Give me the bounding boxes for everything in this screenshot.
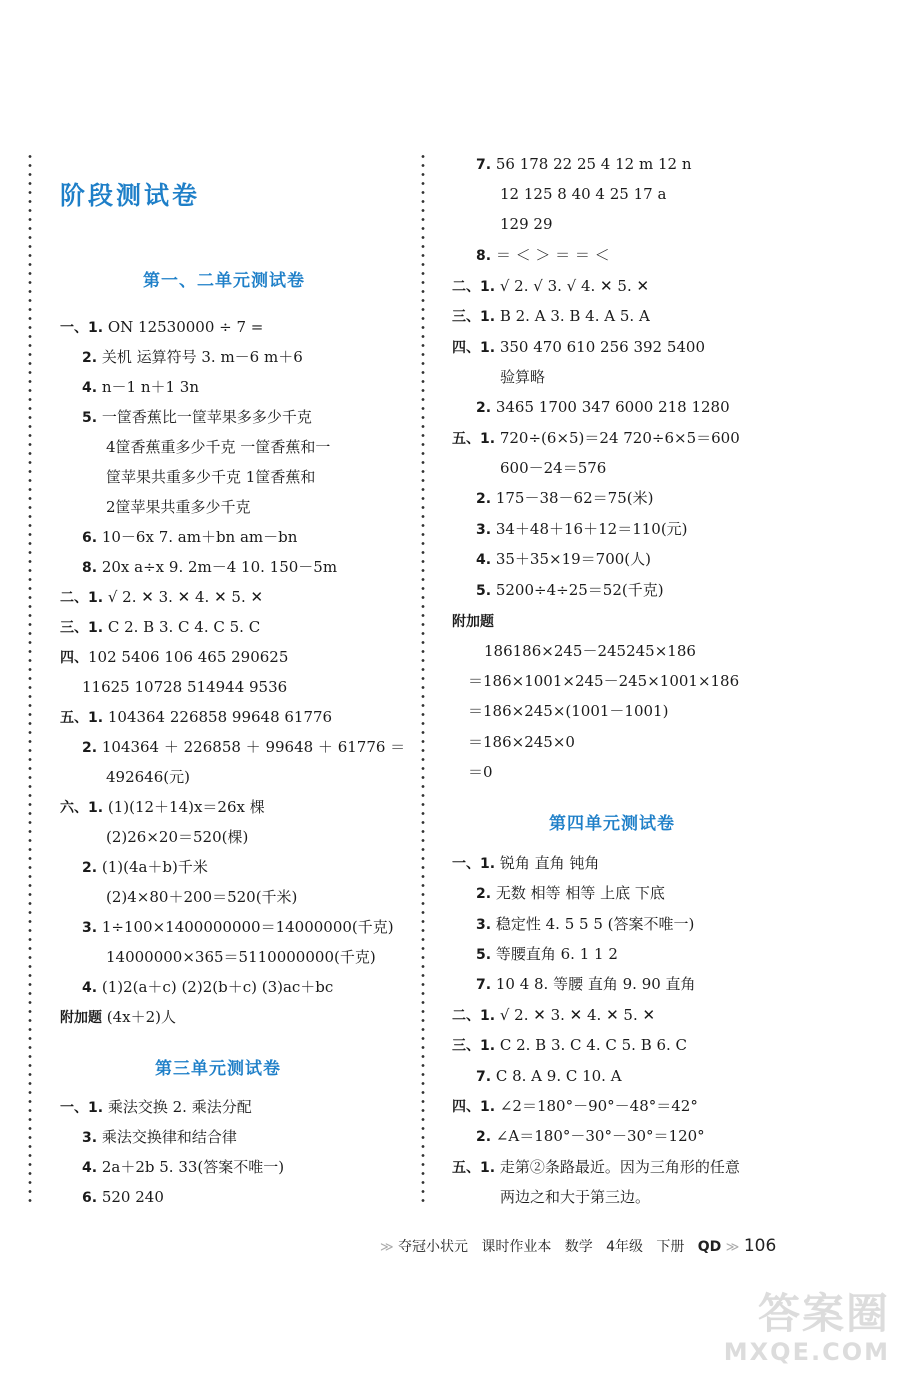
- answer-line: [60, 707, 332, 728]
- answer-text: 乘法交换 2. 乘法分配: [107, 1098, 252, 1116]
- answer-text: C 2. B 3. C 4. C 5. C: [107, 618, 261, 636]
- answer-text: ＝186×245×0: [468, 733, 575, 751]
- answer-line: [82, 917, 394, 938]
- question-label: 5.: [82, 410, 98, 426]
- question-label: 4.: [82, 1160, 98, 1176]
- answer-line: [476, 488, 653, 509]
- answer-line: [82, 407, 312, 428]
- question-label: 二、1.: [452, 1008, 496, 1024]
- page-title: 阶段测试卷: [60, 181, 201, 210]
- answer-line: [452, 276, 649, 297]
- answer-line: [82, 1187, 164, 1208]
- section-title-unit-3: 第三单元测试卷: [155, 1059, 281, 1079]
- question-label: 三、1.: [60, 620, 104, 636]
- question-label: 8.: [82, 560, 98, 576]
- question-label: 六、1.: [60, 800, 104, 816]
- answer-text: 4筐香蕉重多少千克 一筐香蕉和一: [106, 438, 331, 456]
- answer-text: 492646(元): [106, 768, 190, 786]
- answer-line: [60, 647, 288, 668]
- answer-text: 102 5406 106 465 290625: [88, 648, 289, 666]
- question-label: 附加题: [452, 614, 494, 630]
- answer-line: [106, 467, 315, 487]
- question-label: 5.: [476, 947, 492, 963]
- answer-line: [500, 1187, 650, 1207]
- question-label: 2.: [476, 400, 492, 416]
- answer-line: [500, 367, 545, 387]
- answer-line: [60, 317, 263, 338]
- arrow-icon: ≫: [725, 1240, 740, 1255]
- answer-text: 20x a÷x 9. 2m－4 10. 150－5m: [101, 558, 338, 576]
- question-label: 4.: [476, 552, 492, 568]
- question-label: 四、1.: [452, 1099, 496, 1115]
- answer-line: [106, 947, 376, 967]
- answer-line: [106, 767, 190, 787]
- answer-line: [452, 1096, 698, 1117]
- answer-text: (2)26×20＝520(棵): [106, 828, 249, 846]
- answer-line: [60, 1097, 252, 1118]
- question-label: 3.: [82, 920, 98, 936]
- answer-line: [476, 245, 610, 266]
- section-title-unit-4: 第四单元测试卷: [549, 814, 675, 834]
- answer-text: (1)(4a＋b)千米: [101, 858, 208, 876]
- answer-text: 56 178 22 25 4 12 m 12 n: [495, 155, 692, 173]
- answer-text: 12 125 8 40 4 25 17 a: [500, 185, 667, 203]
- footer-grade: 4年级: [606, 1239, 644, 1255]
- answer-line: [476, 549, 651, 570]
- answer-line: [82, 977, 333, 998]
- answer-text: 验算略: [500, 368, 546, 386]
- question-label: 二、1.: [452, 279, 496, 295]
- answer-line: [82, 1127, 237, 1148]
- answer-text: (4x＋2)人: [106, 1008, 177, 1026]
- answer-line: [106, 497, 251, 517]
- question-label: 2.: [476, 1129, 492, 1145]
- answer-line: [106, 437, 330, 457]
- answer-line: [476, 580, 664, 601]
- answer-text: 2筐苹果共重多少千克: [106, 498, 251, 516]
- question-label: 7.: [476, 157, 492, 173]
- answer-text: ＝0: [468, 763, 493, 781]
- question-label: 三、1.: [452, 309, 496, 325]
- watermark-url: MXQE.COM: [723, 1338, 890, 1366]
- answer-line: [476, 944, 618, 965]
- answer-line: [82, 527, 297, 548]
- answer-line: [476, 1066, 622, 1087]
- answer-line: [452, 1005, 655, 1026]
- answer-text: 10－6x 7. am＋bn am－bn: [101, 528, 298, 546]
- answer-line: [82, 557, 337, 578]
- question-label: 7.: [476, 977, 492, 993]
- answer-line: [476, 154, 691, 175]
- question-label: 三、1.: [452, 1038, 496, 1054]
- question-label: 四、: [60, 650, 88, 666]
- answer-line: [60, 797, 265, 818]
- answer-text: √ 2. ✕ 3. ✕ 4. ✕ 5. ✕: [107, 588, 264, 606]
- question-label: 二、1.: [60, 590, 104, 606]
- answer-line: [452, 1157, 740, 1178]
- answer-line: [106, 887, 297, 907]
- footer-brand: 夺冠小状元: [398, 1239, 469, 1255]
- answer-text: 一筐香蕉比一筐苹果多多少千克: [101, 408, 312, 426]
- answer-text: ∠A＝180°－30°－30°＝120°: [495, 1127, 705, 1145]
- answer-line: [106, 827, 248, 847]
- answer-text: 无数 相等 相等 上底 下底: [495, 884, 665, 902]
- question-label: 2.: [82, 350, 98, 366]
- answer-text: √ 2. √ 3. √ 4. ✕ 5. ✕: [499, 277, 650, 295]
- section-title-unit-1-2: 第一、二单元测试卷: [143, 271, 305, 291]
- question-label: 8.: [476, 248, 492, 264]
- question-label: 一、1.: [60, 320, 104, 336]
- answer-text: 两边之和大于第三边。: [500, 1188, 651, 1206]
- answer-text: 520 240: [101, 1188, 164, 1206]
- question-label: 3.: [82, 1130, 98, 1146]
- answer-text: (1)(12＋14)x＝26x 棵: [107, 798, 265, 816]
- answer-text: 2a＋2b 5. 33(答案不唯一): [101, 1158, 285, 1176]
- answer-line: [452, 306, 650, 327]
- answer-text: 186186×245－245245×186: [484, 642, 696, 660]
- watermark-logo: 答案圈: [757, 1289, 890, 1338]
- answer-line: [500, 214, 553, 234]
- answer-text: 等腰直角 6. 1 1 2: [495, 945, 618, 963]
- question-label: 7.: [476, 1069, 492, 1085]
- answer-text: 11625 10728 514944 9536: [82, 678, 288, 696]
- question-label: 四、1.: [452, 340, 496, 356]
- answer-text: 1÷100×1400000000＝14000000(千克): [101, 918, 394, 936]
- left-dotted-rule: [28, 152, 32, 1202]
- question-label: 2.: [476, 886, 492, 902]
- answer-text: 稳定性 4. 5 5 5 (答案不唯一): [495, 915, 695, 933]
- answer-text: 3465 1700 347 6000 218 1280: [495, 398, 730, 416]
- answer-line: [452, 611, 494, 632]
- answer-text: 104364 ＋ 226858 ＋ 99648 ＋ 61776 ＝: [101, 738, 406, 756]
- answer-line: [82, 347, 303, 368]
- answer-line: [468, 701, 668, 721]
- answer-text: 350 470 610 256 392 5400: [499, 338, 706, 356]
- answer-text: C 2. B 3. C 4. C 5. B 6. C: [499, 1036, 688, 1054]
- middle-dotted-rule: [421, 152, 425, 1202]
- answer-text: 筐苹果共重多少千克 1筐香蕉和: [106, 468, 316, 486]
- answer-text: √ 2. ✕ 3. ✕ 4. ✕ 5. ✕: [499, 1006, 656, 1024]
- question-label: 五、1.: [452, 431, 496, 447]
- answer-text: C 8. A 9. C 10. A: [495, 1067, 622, 1085]
- answer-line: [476, 397, 730, 418]
- answer-line: [484, 641, 696, 661]
- answer-line: [500, 184, 666, 204]
- answer-line: [476, 883, 665, 904]
- question-label: 4.: [82, 380, 98, 396]
- answer-line: [60, 1007, 176, 1028]
- footer-subject: 数学: [564, 1239, 593, 1255]
- answer-text: ＝186×1001×245－245×1001×186: [468, 672, 740, 690]
- answer-text: 关机 运算符号 3. m－6 m＋6: [101, 348, 303, 366]
- question-label: 6.: [82, 530, 98, 546]
- answer-text: 129 29: [500, 215, 553, 233]
- answer-text: B 2. A 3. B 4. A 5. A: [499, 307, 650, 325]
- answer-text: ＝ ＜ ＞ ＝ ＝ ＜: [495, 246, 610, 264]
- question-label: 2.: [476, 491, 492, 507]
- answer-line: [476, 974, 696, 995]
- answer-line: [500, 458, 606, 478]
- answer-line: [60, 617, 260, 638]
- footer-edition: QD: [697, 1239, 722, 1255]
- answer-text: 10 4 8. 等腰 直角 9. 90 直角: [495, 975, 696, 993]
- answer-text: 600－24＝576: [500, 459, 607, 477]
- question-label: 3.: [476, 522, 492, 538]
- answer-line: [476, 914, 694, 935]
- arrow-icon: ≫: [380, 1240, 394, 1255]
- answer-text: (1)2(a＋c) (2)2(b＋c) (3)ac＋bc: [101, 978, 334, 996]
- footer-volume: 下册: [656, 1239, 685, 1255]
- answer-text: 104364 226858 99648 61776: [107, 708, 333, 726]
- answer-line: [60, 587, 263, 608]
- question-label: 一、1.: [452, 856, 496, 872]
- answer-line: [468, 732, 575, 752]
- answer-text: 35＋35×19＝700(人): [495, 550, 652, 568]
- answer-text: 34＋48＋16＋12＝110(元): [495, 520, 688, 538]
- footer-book: 课时作业本: [481, 1239, 552, 1255]
- answer-line: [82, 857, 208, 878]
- question-label: 6.: [82, 1190, 98, 1206]
- answer-text: ON 12530000 ÷ 7 =: [107, 318, 264, 336]
- answer-text: 175－38－62＝75(米): [495, 489, 654, 507]
- answer-text: ∠2＝180°－90°－48°＝42°: [499, 1097, 698, 1115]
- answer-line: [452, 1035, 687, 1056]
- answer-text: 14000000×365＝5110000000(千克): [106, 948, 376, 966]
- question-label: 5.: [476, 583, 492, 599]
- question-label: 3.: [476, 917, 492, 933]
- answer-text: ＝186×245×(1001－1001): [468, 702, 669, 720]
- question-label: 2.: [82, 740, 98, 756]
- answer-line: [452, 853, 599, 874]
- answer-text: (2)4×80＋200＝520(千米): [106, 888, 298, 906]
- question-label: 4.: [82, 980, 98, 996]
- question-label: 2.: [82, 860, 98, 876]
- answer-line: [468, 762, 493, 782]
- answer-line: [476, 1126, 705, 1147]
- answer-line: [82, 1157, 284, 1178]
- question-label: 一、1.: [60, 1100, 104, 1116]
- answer-line: [476, 519, 688, 540]
- answer-text: n－1 n＋1 3n: [101, 378, 199, 396]
- answer-line: [468, 671, 739, 691]
- question-label: 五、1.: [60, 710, 104, 726]
- question-label: 五、1.: [452, 1160, 496, 1176]
- answer-text: 5200÷4÷25＝52(千克): [495, 581, 664, 599]
- answer-text: 乘法交换律和结合律: [101, 1128, 237, 1146]
- answer-text: 720÷(6×5)＝24 720÷6×5＝600: [499, 429, 740, 447]
- answer-text: 走第②条路最近。因为三角形的任意: [499, 1158, 740, 1176]
- page-number: 106: [743, 1236, 777, 1256]
- page-footer: [380, 1236, 776, 1256]
- question-label: 附加题: [60, 1010, 102, 1026]
- answer-line: [82, 377, 199, 398]
- answer-line: [452, 428, 740, 449]
- watermark: [720, 1290, 890, 1380]
- answer-text: 锐角 直角 钝角: [499, 854, 600, 872]
- answer-line: [82, 677, 287, 697]
- answer-line: [82, 737, 405, 758]
- answer-line: [452, 337, 705, 358]
